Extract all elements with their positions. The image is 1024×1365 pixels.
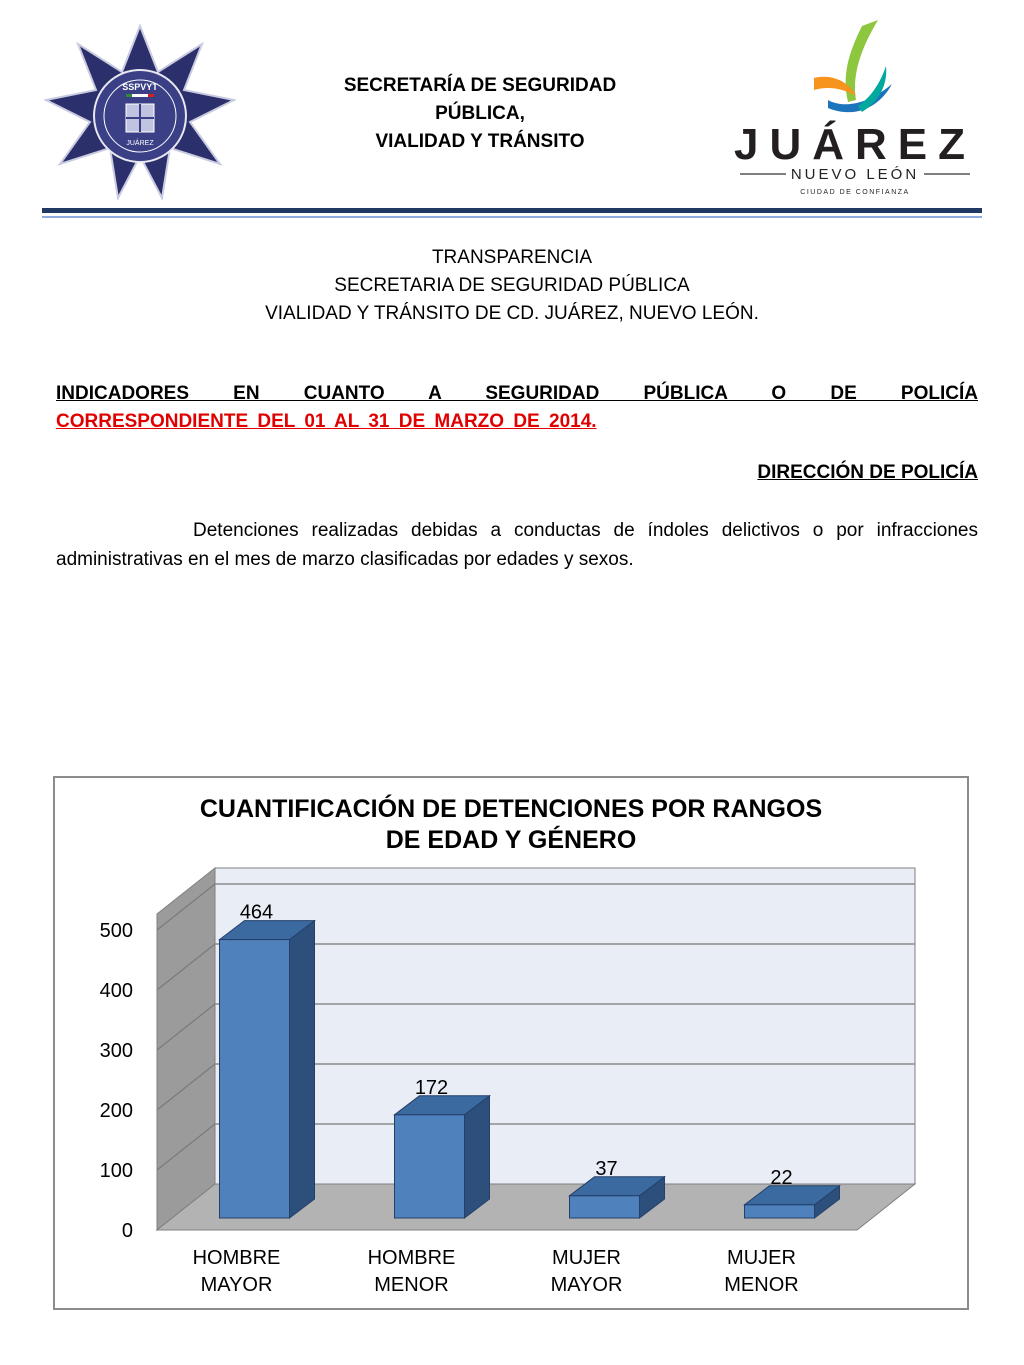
header-title — [300, 72, 660, 156]
juarez-logo — [730, 14, 980, 204]
header-title-line: VIALIDAD Y TRÁNSITO — [375, 131, 585, 152]
bar-chart — [53, 776, 969, 1310]
x-category-label: MAYOR — [550, 1274, 623, 1296]
transparencia-line: VIALIDAD Y TRÁNSITO DE CD. JUÁREZ, NUEVO LEÓN. — [265, 303, 759, 324]
chart-title-line: CUANTIFICACIÓN DE DETENCIONES POR RANGOS — [199, 795, 823, 823]
bar — [395, 1115, 465, 1218]
x-category-label: MENOR — [374, 1274, 449, 1296]
x-category-label: HOMBRE — [192, 1247, 281, 1269]
y-tick-label: 300 — [99, 1040, 133, 1062]
bar-data-label: 22 — [770, 1166, 793, 1189]
header-title-line: SECRETARÍA DE SEGURIDAD — [343, 75, 617, 96]
periodo-line: CORRESPONDIENTE DEL 01 AL 31 DE MARZO DE 2014. — [56, 411, 597, 432]
direccion-heading: DIRECCIÓN DE POLICÍA — [757, 462, 978, 483]
badge-text: SSPVYT — [122, 82, 158, 92]
y-tick-label: 0 — [121, 1220, 133, 1242]
transparencia-heading — [0, 244, 1024, 328]
police-badge-logo — [44, 24, 236, 200]
bar — [220, 940, 290, 1218]
x-category-label: MAYOR — [200, 1274, 273, 1296]
logo-name: JUÁREZ — [733, 120, 977, 169]
x-category-label: MENOR — [724, 1274, 799, 1296]
logo-tagline: CIUDAD DE CONFIANZA — [800, 189, 910, 196]
y-tick-label: 500 — [99, 920, 133, 942]
header-title-line: PÚBLICA, — [435, 103, 525, 124]
transparencia-line: TRANSPARENCIA — [431, 247, 593, 268]
y-tick-label: 200 — [99, 1100, 133, 1122]
logo-state: NUEVO LEÓN — [790, 166, 920, 183]
bar — [570, 1196, 640, 1218]
bar-side — [465, 1096, 490, 1218]
chart-title-line: DE EDAD Y GÉNERO — [385, 826, 637, 854]
header-rule — [42, 208, 982, 213]
y-tick-label: 100 — [99, 1160, 133, 1182]
bar-data-label: 37 — [595, 1157, 618, 1180]
bar-data-label: 172 — [414, 1076, 449, 1099]
chart-back-wall — [215, 868, 915, 1184]
bar-data-label: 464 — [239, 901, 274, 924]
description-paragraph: Detenciones realizadas debidas a conductas de índoles delictivos o por infracciones administrativas en el mes de marzo clasificadas por edades y sexos. — [56, 520, 978, 570]
x-category-label: MUJER — [552, 1247, 621, 1269]
y-tick-label: 400 — [99, 980, 133, 1002]
chart-side-wall — [157, 868, 215, 1230]
header-rule-accent — [42, 216, 982, 218]
x-category-label: MUJER — [727, 1247, 796, 1269]
indicadores-heading — [56, 380, 978, 436]
bar-side — [290, 921, 315, 1218]
x-category-label: HOMBRE — [367, 1247, 456, 1269]
transparencia-line: SECRETARIA DE SEGURIDAD PÚBLICA — [334, 275, 690, 296]
bar — [745, 1205, 815, 1218]
indicadores-line: INDICADORES EN CUANTO A SEGURIDAD PÚBLICA O DE POLICÍA — [56, 383, 978, 404]
badge-subtext: JUÁREZ — [126, 140, 154, 147]
